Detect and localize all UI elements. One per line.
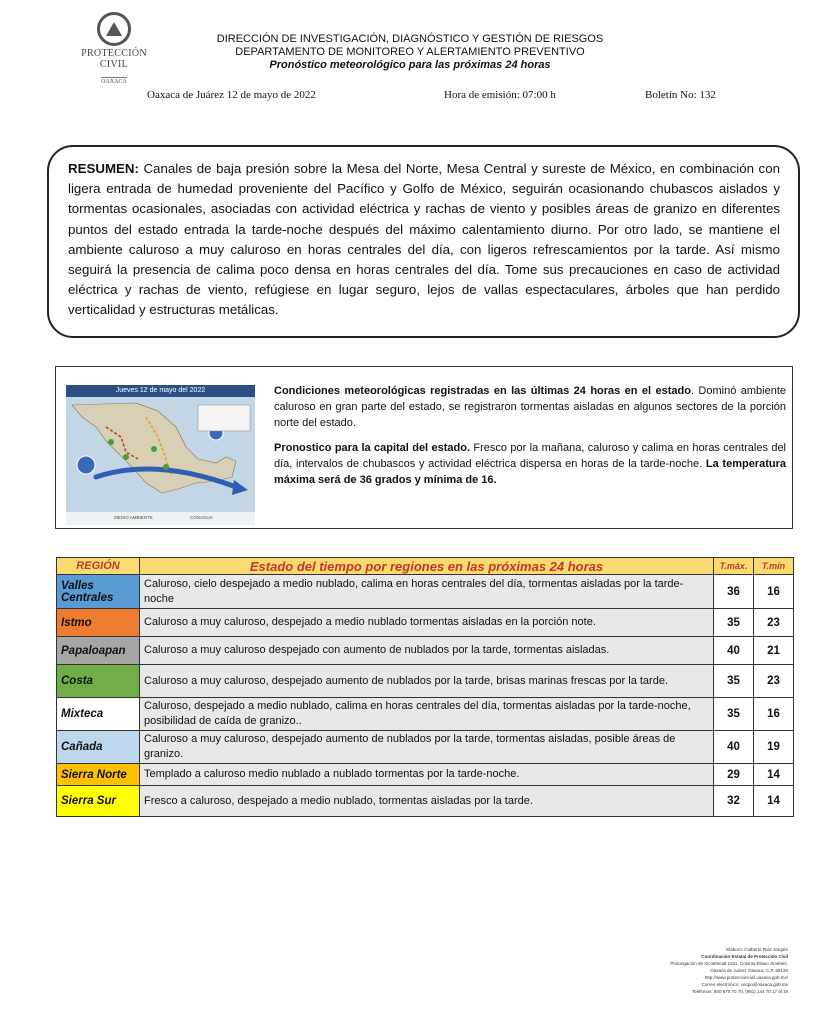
map-footer-right: CONAGUA bbox=[190, 515, 213, 520]
region-name: Cañada bbox=[57, 731, 140, 764]
conditions-text-2: Fresco por la mañana, caluroso y calima en horas centrales del día, intervalos de chubascos y actividad eléctrica dispersa en horas de la tarde-noche. bbox=[274, 442, 787, 470]
conditions-box bbox=[55, 366, 793, 529]
civil-protection-seal-icon bbox=[97, 12, 131, 46]
summary-text: Canales de baja presión sobre la Mesa del Norte, Mesa Central y sureste de México, en combinación con ligera entrada de humedad proveniente del Pacífico y Golfo de México, seguirán ocasionando chubascos aislados y tormentas ocasionales, asociadas con actividad eléctrica y rachas de viento y posibles áreas de granizo en diferentes puntos del estado entrada la tarde-noche después del máximo calentamiento diurno. Por otro lado, se mantiene el ambiente caluroso a muy caluroso en horas centrales del día, con ligeros refrescamientos por la tarde. Así mismo seguirá la presencia de calima poco densa en horas centrales del día. Tome sus precauciones en caso de actividad eléctrica y rachas de viento, refúgiese en lugar seguro, lejos de vallas espectaculares, árboles que han perdido verticalidad y estructuras metálicas. bbox=[68, 161, 780, 318]
footer-line-4: Oaxaca de Juárez Oaxaca, C.P. 68120 bbox=[710, 968, 788, 973]
conditions-heading-1: Condiciones meteorológicas registradas en las últimas 24 horas en el estado bbox=[274, 385, 691, 397]
table-row bbox=[57, 731, 794, 764]
footer-line-3: Prolongación de Xicoténcatl 1031, Colonia Eliseo Jiménez, bbox=[670, 961, 788, 966]
table-row bbox=[57, 698, 794, 731]
table-row bbox=[57, 609, 794, 637]
weather-map bbox=[66, 385, 255, 525]
table-row bbox=[57, 637, 794, 665]
table-row bbox=[57, 575, 794, 609]
conditions-paragraph-2 bbox=[274, 440, 786, 488]
emission-time: Hora de emisión: 07:00 h bbox=[444, 89, 556, 101]
region-tmax: 35 bbox=[714, 665, 754, 698]
region-tmax: 40 bbox=[714, 637, 754, 665]
conditions-text-2-bold: La temperatura máxima será de 36 grados y mínima de 16. bbox=[274, 458, 786, 486]
region-tmax: 32 bbox=[714, 786, 754, 817]
conditions-text-1: . Dominó ambiente caluroso en gran parte del estado, se registraron tormentas aisladas en algunos sectores de la porción norte del estado. bbox=[274, 385, 786, 429]
conditions-heading-2: Pronostico para la capital del estado. bbox=[274, 442, 471, 454]
region-tmin: 14 bbox=[754, 786, 794, 817]
summary-label: RESUMEN: bbox=[68, 161, 139, 176]
region-tmax: 40 bbox=[714, 731, 754, 764]
region-tmax: 29 bbox=[714, 764, 754, 786]
table-row bbox=[57, 786, 794, 817]
col-state: Estado del tiempo por regiones en las próximas 24 horas bbox=[140, 558, 714, 575]
map-title: Jueves 12 de mayo del 2022 bbox=[66, 385, 255, 397]
region-description: Fresco a caluroso, despejado a medio nublado, tormentas aisladas por la tarde. bbox=[140, 786, 714, 817]
map-footer bbox=[66, 512, 255, 525]
region-description: Caluroso a muy caluroso, despejado aumento de nublados por la tarde, tormentas aisladas, posible áreas de granizo. bbox=[140, 731, 714, 764]
col-region: REGIÓN bbox=[57, 558, 140, 575]
col-tmax: T.máx. bbox=[714, 558, 754, 575]
summary-box bbox=[47, 145, 800, 338]
footer-line-7: Teléfonos: 800 570 70 70, (951) 144 70 17 al 19 bbox=[692, 989, 788, 994]
footer-line-6: Correo electrónico: cecpo@oaxaca.gob.mx bbox=[701, 982, 788, 987]
table-row bbox=[57, 764, 794, 786]
header-line-3: Pronóstico meteorológico para las próximas 24 horas bbox=[269, 59, 551, 71]
header-line-2: DEPARTAMENTO DE MONITOREO Y ALERTAMIENTO PREVENTIVO bbox=[235, 46, 585, 58]
logo-sub-text: OAXACA bbox=[101, 79, 127, 85]
region-name: Mixteca bbox=[57, 698, 140, 731]
footer-contact bbox=[560, 946, 788, 995]
region-tmin: 16 bbox=[754, 575, 794, 609]
region-tmin: 21 bbox=[754, 637, 794, 665]
region-name: Papaloapan bbox=[57, 637, 140, 665]
weather-map-graphic bbox=[66, 397, 255, 512]
region-description: Caluroso a muy caluroso, despejado aumento de nublados por la tarde, brisas marinas frescas por la tarde. bbox=[140, 665, 714, 698]
region-tmax: 36 bbox=[714, 575, 754, 609]
place-date: Oaxaca de Juárez 12 de mayo de 2022 bbox=[147, 89, 316, 101]
logo-org-text: PROTECCIÓN CIVIL bbox=[81, 48, 147, 70]
protection-civil-logo bbox=[68, 12, 160, 85]
region-tmin: 23 bbox=[754, 609, 794, 637]
region-tmin: 16 bbox=[754, 698, 794, 731]
region-description: Caluroso, despejado a medio nublado, calima en horas centrales del día, tormentas aisladas por la tarde-noche, posibilidad de caída de granizo.. bbox=[140, 698, 714, 731]
region-tmin: 23 bbox=[754, 665, 794, 698]
bulletin-number: Boletín No: 132 bbox=[645, 89, 716, 101]
conditions-text bbox=[274, 383, 786, 497]
region-name: Sierra Sur bbox=[57, 786, 140, 817]
region-tmax: 35 bbox=[714, 609, 754, 637]
footer-line-1: Elaboró: Cutberto Ruiz Jarquín bbox=[726, 947, 788, 952]
conditions-paragraph-1 bbox=[274, 383, 786, 431]
map-footer-left: MEDIO AMBIENTE bbox=[114, 515, 153, 520]
table-row bbox=[57, 665, 794, 698]
region-tmin: 19 bbox=[754, 731, 794, 764]
region-name: Istmo bbox=[57, 609, 140, 637]
region-name: Costa bbox=[57, 665, 140, 698]
table-header-row bbox=[57, 558, 794, 575]
footer-line-2: Coordinación Estatal de Protección Civil bbox=[701, 954, 788, 959]
region-tmin: 14 bbox=[754, 764, 794, 786]
regions-table bbox=[56, 557, 794, 817]
region-tmax: 35 bbox=[714, 698, 754, 731]
col-tmin: T.mín bbox=[754, 558, 794, 575]
region-name: Sierra Norte bbox=[57, 764, 140, 786]
region-description: Templado a caluroso medio nublado a nublado tormentas por la tarde-noche. bbox=[140, 764, 714, 786]
header-line-1: DIRECCIÓN DE INVESTIGACIÓN, DIAGNÓSTICO Y GESTIÓN DE RIESGOS bbox=[216, 33, 604, 45]
region-description: Caluroso a muy caluroso, despejado a medio nublado tormentas aisladas en la porción note. bbox=[140, 609, 714, 637]
region-name: Valles Centrales bbox=[57, 575, 140, 609]
footer-line-5: http://www.proteccioncivil.oaxaca.gob.mx/ bbox=[704, 975, 788, 980]
region-description: Caluroso a muy caluroso despejado con aumento de nublados por la tarde, tormentas aisladas. bbox=[140, 637, 714, 665]
document-header bbox=[170, 33, 650, 72]
region-description: Caluroso, cielo despejado a medio nublado, calima en horas centrales del día, tormentas aisladas por la tarde-noche bbox=[140, 575, 714, 609]
